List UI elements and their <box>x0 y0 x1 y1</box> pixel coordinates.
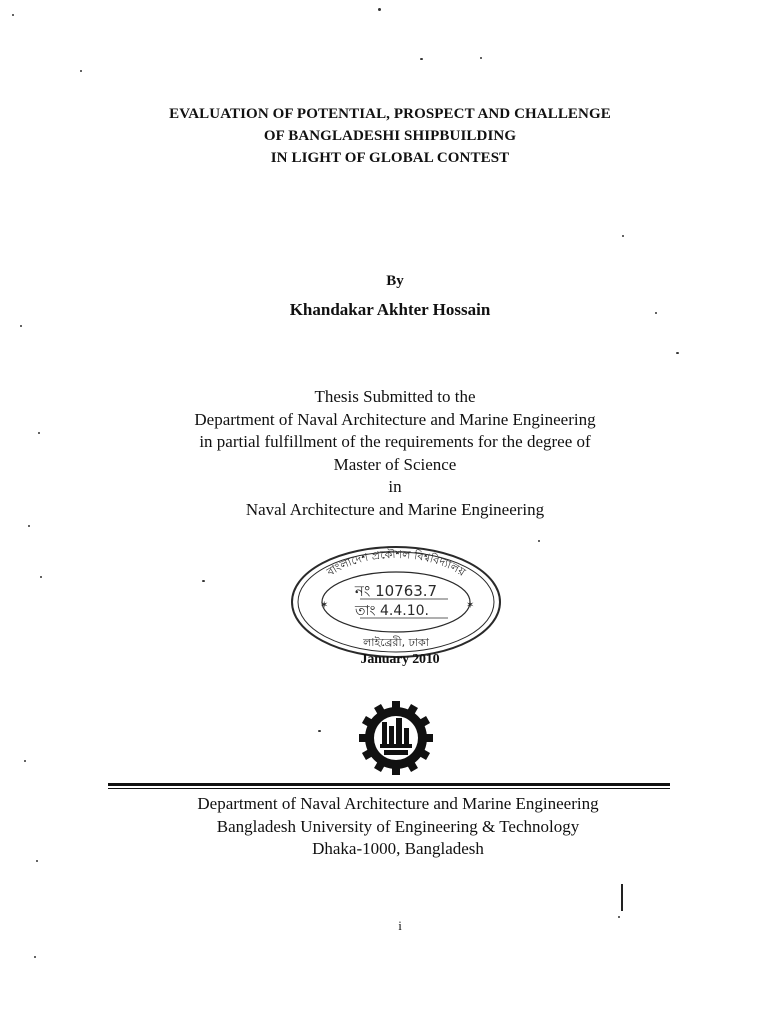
submission-line-2: Department of Naval Architecture and Marine Engineering <box>194 409 596 429</box>
thesis-title <box>0 103 768 169</box>
scan-speck <box>20 325 22 327</box>
title-line-1: EVALUATION OF POTENTIAL, PROSPECT AND CHALLENGE <box>169 106 611 122</box>
author-name: Khandakar Akhter Hossain <box>289 300 491 319</box>
title-line-3: IN LIGHT OF GLOBAL CONTEST <box>270 150 510 166</box>
svg-text:✶: ✶ <box>466 600 475 611</box>
scan-speck <box>28 525 30 527</box>
scan-speck <box>420 58 423 60</box>
scan-speck <box>378 8 381 11</box>
scan-speck <box>24 760 26 762</box>
submission-statement <box>0 386 768 521</box>
submission-date: January 2010 <box>360 652 440 667</box>
scan-speck <box>38 432 40 434</box>
submission-line-3: in partial fulfillment of the requirements for the degree of <box>199 432 591 451</box>
scan-speck <box>655 312 657 314</box>
scan-speck <box>34 956 36 958</box>
institution-line-2: Bangladesh University of Engineering & Technology <box>216 816 580 836</box>
scan-speck <box>202 580 205 582</box>
scan-speck <box>480 57 482 59</box>
submission-line-6: Naval Architecture and Marine Engineering <box>245 499 545 519</box>
scan-speck <box>618 916 620 918</box>
buet-gear-logo-icon <box>358 700 434 776</box>
scan-speck <box>40 576 42 578</box>
university-library-stamp-icon <box>288 544 504 660</box>
scan-speck <box>622 235 624 237</box>
stamp-number: নং 10763.7 <box>354 582 438 600</box>
institution-line-1: Department of Naval Architecture and Marine Engineering <box>197 794 599 813</box>
page-number: i <box>398 918 402 933</box>
scan-speck <box>676 352 679 354</box>
scan-speck <box>538 540 540 542</box>
by-label: By <box>386 273 404 289</box>
svg-text:বাংলাদেশ প্রকৌশল বিশ্ববিদ্যালয <box>324 548 468 579</box>
institution-line-3: Dhaka-1000, Bangladesh <box>312 839 484 858</box>
submission-line-1: Thesis Submitted to the <box>314 387 476 406</box>
submission-line-5: in <box>388 477 402 496</box>
submission-line-4: Master of Science <box>333 454 457 474</box>
horizontal-rule <box>108 783 670 789</box>
stamp-date: তাং 4.4.10. <box>354 603 430 619</box>
institution-address <box>0 793 768 861</box>
scan-artifact-bar <box>621 884 623 911</box>
scan-speck <box>318 730 321 732</box>
stamp-arc-text: বাংলাদেশ প্রকৌশল বিশ্ববিদ্যালয় <box>324 547 468 579</box>
title-line-2: OF BANGLADESHI SHIPBUILDING <box>263 128 517 144</box>
scan-speck <box>12 14 14 16</box>
scan-speck <box>80 70 82 72</box>
stamp-bottom-text: লাইব্রেরী, ঢাকা <box>363 636 429 649</box>
svg-text:✶: ✶ <box>320 600 329 611</box>
scan-speck <box>36 860 38 862</box>
